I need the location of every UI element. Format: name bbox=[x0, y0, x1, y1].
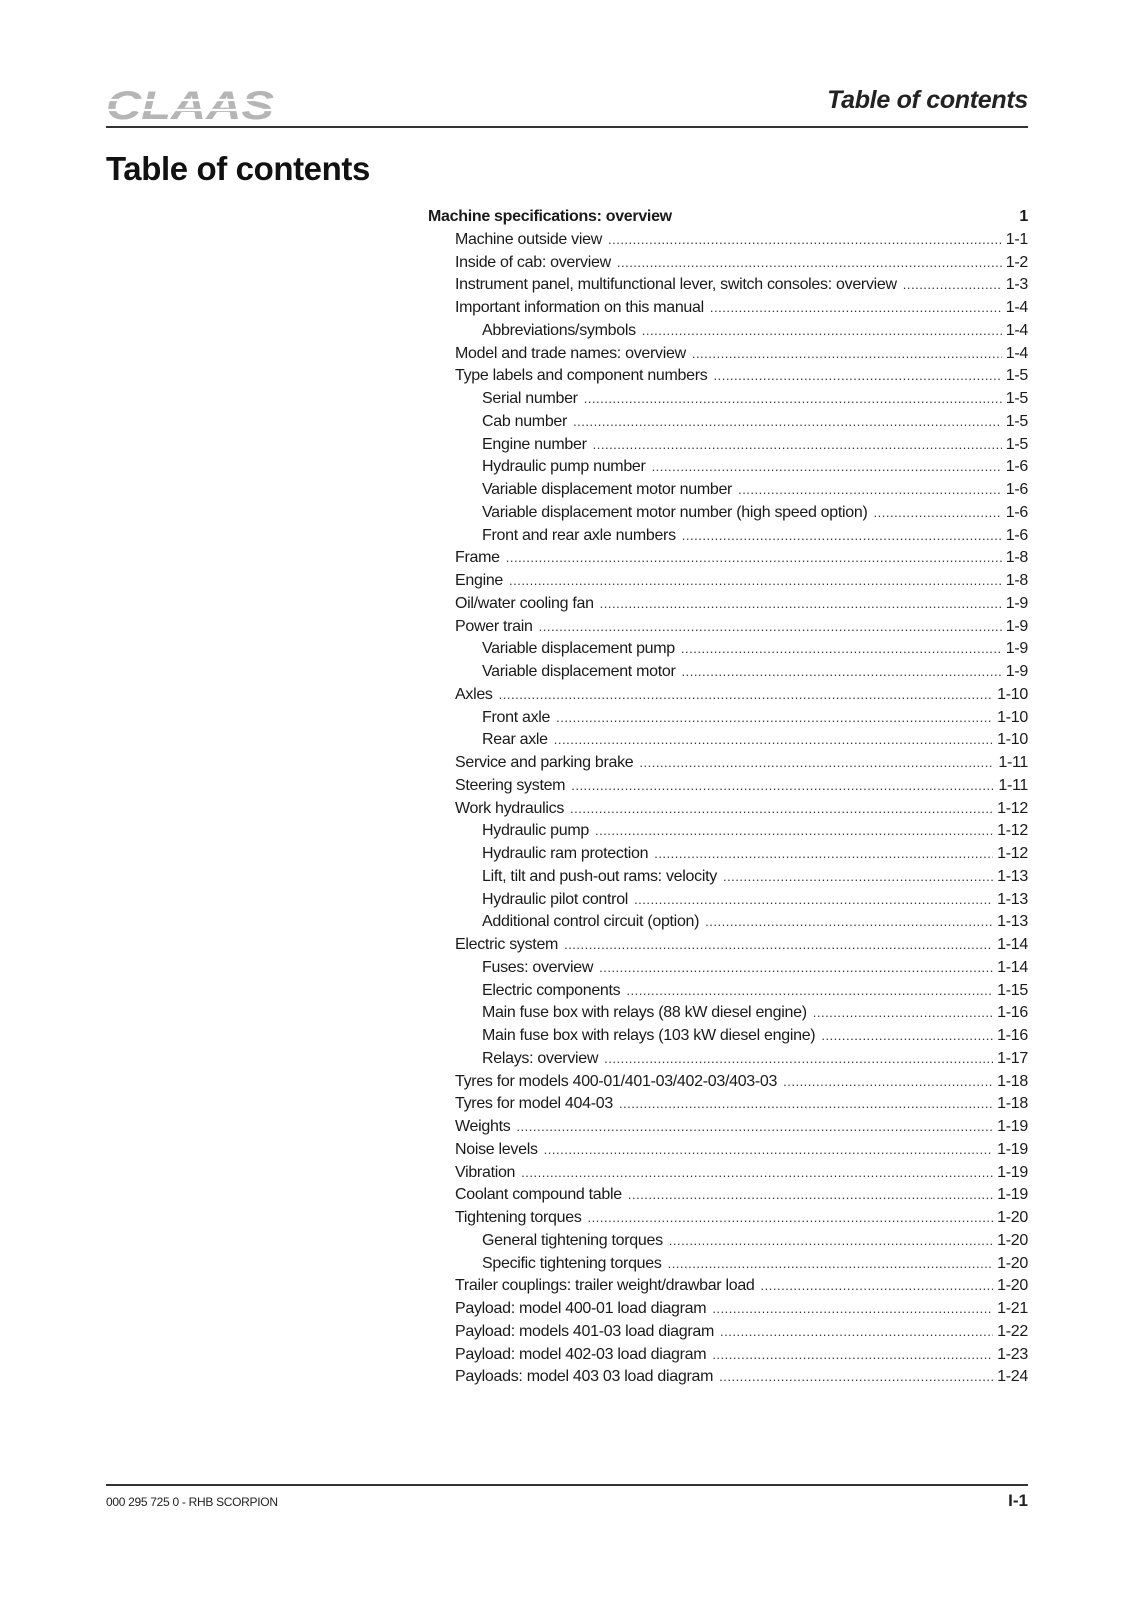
toc-entry[interactable] bbox=[428, 843, 1028, 866]
header-title: Table of contents bbox=[827, 86, 1028, 114]
toc-dot-leader bbox=[506, 547, 1002, 570]
toc-entry-page: 1-9 bbox=[1005, 594, 1028, 612]
toc-entry-title: Weights bbox=[455, 1118, 511, 1135]
toc-entry-page: 1-1 bbox=[1005, 230, 1028, 248]
toc-entry[interactable] bbox=[428, 1139, 1028, 1162]
toc-entry[interactable] bbox=[428, 570, 1028, 593]
toc-entry-title: Cab number bbox=[482, 412, 568, 430]
toc-dot-leader bbox=[642, 320, 1002, 343]
toc-dot-leader bbox=[682, 525, 1002, 548]
toc-entry[interactable] bbox=[428, 1048, 1028, 1071]
toc-dot-leader bbox=[619, 1093, 993, 1116]
table-of-contents bbox=[428, 206, 1028, 1389]
toc-entry-title: Trailer couplings: trailer weight/drawbar load bbox=[455, 1277, 755, 1295]
toc-entry[interactable] bbox=[428, 1184, 1028, 1207]
toc-entry-page: 1-10 bbox=[997, 685, 1028, 703]
toc-entry-page: 1-2 bbox=[1005, 253, 1028, 271]
toc-entry[interactable] bbox=[428, 1207, 1028, 1230]
toc-entry[interactable] bbox=[428, 434, 1028, 457]
toc-dot-leader bbox=[813, 1002, 993, 1025]
toc-dot-leader bbox=[692, 343, 1002, 366]
toc-entry[interactable] bbox=[428, 343, 1028, 366]
toc-entry-page: 1-10 bbox=[997, 731, 1028, 749]
toc-entry-title: Variable displacement pump bbox=[482, 640, 675, 658]
toc-entry[interactable] bbox=[428, 1116, 1028, 1139]
toc-dot-leader bbox=[595, 820, 993, 843]
toc-dot-leader bbox=[634, 889, 993, 912]
toc-entry[interactable] bbox=[428, 297, 1028, 320]
toc-entry[interactable] bbox=[428, 479, 1028, 502]
toc-entry-title: Hydraulic pilot control bbox=[482, 890, 629, 908]
toc-entry-title: Variable displacement motor number bbox=[482, 481, 733, 498]
toc-dot-leader bbox=[617, 252, 1002, 275]
toc-entry[interactable] bbox=[428, 911, 1028, 934]
toc-entry-page: 1-6 bbox=[1005, 526, 1028, 544]
toc-dot-leader bbox=[626, 980, 993, 1003]
toc-entry-page: 1-16 bbox=[997, 1027, 1028, 1044]
toc-entry-title: Payload: models 401-03 load diagram bbox=[455, 1322, 715, 1340]
toc-entry-title: Main fuse box with relays (103 kW diesel engine) bbox=[482, 1027, 816, 1044]
toc-entry-title: Variable displacement motor bbox=[482, 663, 676, 680]
toc-entry-title: Payloads: model 403 03 load diagram bbox=[455, 1368, 714, 1386]
toc-entry[interactable] bbox=[428, 707, 1028, 730]
toc-entry[interactable] bbox=[428, 798, 1028, 821]
toc-entry[interactable] bbox=[428, 1025, 1028, 1048]
toc-dot-leader bbox=[720, 1321, 993, 1344]
toc-dot-leader bbox=[639, 752, 994, 775]
toc-dot-leader bbox=[608, 229, 1002, 252]
toc-entry-title: Machine outside view bbox=[455, 230, 602, 248]
toc-entry-title: Lift, tilt and push-out rams: velocity bbox=[482, 867, 717, 885]
toc-dot-leader bbox=[652, 456, 1002, 479]
toc-entry-title: Electric components bbox=[482, 981, 621, 999]
toc-dot-leader bbox=[668, 1253, 994, 1276]
toc-dot-leader bbox=[723, 866, 993, 889]
claas-logo bbox=[106, 88, 278, 124]
toc-dot-leader bbox=[681, 638, 1002, 661]
toc-entry-title: Main fuse box with relays (88 kW diesel engine) bbox=[482, 1004, 807, 1022]
toc-entry-page: 1-14 bbox=[997, 936, 1028, 953]
toc-dot-leader bbox=[713, 365, 1001, 388]
toc-entry-title: Tyres for model 404-03 bbox=[455, 1095, 613, 1113]
header-rule bbox=[106, 126, 1028, 128]
toc-entry-page: 1-10 bbox=[997, 708, 1028, 726]
toc-entry-title: Tightening torques bbox=[455, 1209, 582, 1226]
claas-logo-text: CLAAS bbox=[106, 88, 275, 124]
toc-entry-page: 1-20 bbox=[997, 1277, 1028, 1295]
toc-entry-title: Frame bbox=[455, 549, 500, 567]
toc-entry-title: Vibration bbox=[455, 1163, 516, 1181]
toc-entry-page: 1-6 bbox=[1005, 481, 1028, 498]
toc-entry-page: 1-20 bbox=[997, 1231, 1028, 1249]
toc-entry-title: Work hydraulics bbox=[455, 799, 565, 817]
toc-entry-title: Variable displacement motor number (high speed option) bbox=[482, 503, 868, 521]
toc-entry[interactable] bbox=[428, 775, 1028, 798]
toc-entry-title: Rear axle bbox=[482, 731, 548, 749]
toc-dot-leader bbox=[761, 1275, 994, 1298]
toc-entry-page: 1-5 bbox=[1005, 435, 1028, 453]
toc-entry[interactable] bbox=[428, 525, 1028, 548]
toc-entry-title: Steering system bbox=[455, 776, 566, 794]
toc-dot-leader bbox=[521, 1162, 993, 1185]
toc-entry-page: 1-8 bbox=[1005, 549, 1028, 567]
toc-entry-title: Type labels and component numbers bbox=[455, 367, 708, 385]
toc-entry[interactable] bbox=[428, 1275, 1028, 1298]
toc-entry[interactable] bbox=[428, 1230, 1028, 1253]
toc-entry-title: Important information on this manual bbox=[455, 299, 704, 316]
toc-entry-title: Payload: model 400-01 load diagram bbox=[455, 1300, 707, 1317]
toc-entry[interactable] bbox=[428, 1321, 1028, 1344]
toc-entry-title: Relays: overview bbox=[482, 1049, 599, 1067]
toc-entry-title: Machine specifications: overview bbox=[428, 208, 672, 225]
toc-entry-page: 1-12 bbox=[997, 822, 1028, 840]
toc-dot-leader bbox=[669, 1230, 993, 1253]
toc-dot-leader bbox=[516, 1116, 993, 1139]
toc-dot-leader bbox=[571, 775, 994, 798]
toc-dot-leader bbox=[874, 502, 1002, 525]
toc-entry[interactable] bbox=[428, 1093, 1028, 1116]
toc-entry-title: Service and parking brake bbox=[455, 754, 634, 771]
toc-dot-leader bbox=[600, 593, 1002, 616]
toc-entry-page: 1-17 bbox=[997, 1049, 1028, 1067]
toc-dot-leader bbox=[509, 570, 1002, 593]
toc-entry[interactable] bbox=[428, 957, 1028, 980]
toc-entry-page: 1-5 bbox=[1005, 412, 1028, 430]
toc-entry-page: 1-16 bbox=[997, 1004, 1028, 1022]
toc-dot-leader bbox=[570, 798, 993, 821]
toc-entry-page: 1-5 bbox=[1005, 390, 1028, 407]
toc-dot-leader bbox=[654, 843, 993, 866]
toc-entry[interactable] bbox=[428, 547, 1028, 570]
toc-entry[interactable] bbox=[428, 593, 1028, 616]
toc-entry-title: Serial number bbox=[482, 390, 578, 407]
toc-entry[interactable] bbox=[428, 820, 1028, 843]
toc-dot-leader bbox=[738, 479, 1002, 502]
toc-entry-title: Model and trade names: overview bbox=[455, 344, 686, 362]
toc-entry-page: 1-22 bbox=[997, 1322, 1028, 1340]
toc-dot-leader bbox=[554, 729, 993, 752]
toc-entry[interactable] bbox=[428, 1366, 1028, 1389]
toc-dot-leader bbox=[712, 1298, 993, 1321]
toc-entry-page: 1-15 bbox=[997, 981, 1028, 999]
toc-entry[interactable] bbox=[428, 980, 1028, 1003]
toc-dot-leader bbox=[539, 616, 1002, 639]
toc-entry-page: 1 bbox=[1019, 208, 1028, 225]
toc-entry-page: 1-11 bbox=[998, 776, 1028, 794]
footer-document-number: 000 295 725 0 - RHB SCORPION bbox=[106, 1495, 278, 1509]
toc-dot-leader bbox=[903, 274, 1002, 297]
toc-entry[interactable] bbox=[428, 638, 1028, 661]
toc-entry-page: 1-4 bbox=[1005, 321, 1028, 339]
toc-entry-title: Noise levels bbox=[455, 1140, 538, 1158]
toc-entry-title: Hydraulic pump number bbox=[482, 458, 646, 476]
toc-entry-page: 1-18 bbox=[997, 1072, 1028, 1090]
toc-entry[interactable] bbox=[428, 252, 1028, 275]
toc-entry-title: Engine number bbox=[482, 435, 587, 453]
toc-entry[interactable] bbox=[428, 502, 1028, 525]
toc-dot-leader bbox=[821, 1025, 993, 1048]
toc-entry-page: 1-9 bbox=[1005, 617, 1028, 635]
toc-entry-page: 1-19 bbox=[997, 1118, 1028, 1135]
toc-entry-page: 1-4 bbox=[1005, 344, 1028, 362]
toc-entry-title: General tightening torques bbox=[482, 1231, 663, 1249]
toc-dot-leader bbox=[499, 684, 994, 707]
toc-entry[interactable] bbox=[428, 365, 1028, 388]
toc-entry-page: 1-13 bbox=[997, 867, 1028, 885]
toc-entry-page: 1-5 bbox=[1005, 367, 1028, 385]
toc-dot-leader bbox=[556, 707, 993, 730]
toc-entry-title: Inside of cab: overview bbox=[455, 253, 611, 271]
toc-dot-leader bbox=[705, 911, 993, 934]
toc-entry-title: Power train bbox=[455, 617, 533, 635]
toc-entry-page: 1-23 bbox=[997, 1345, 1028, 1363]
toc-entry[interactable] bbox=[428, 889, 1028, 912]
toc-entry[interactable] bbox=[428, 752, 1028, 775]
toc-dot-leader bbox=[712, 1344, 993, 1367]
toc-entry-title: Front and rear axle numbers bbox=[482, 526, 676, 544]
toc-entry-page: 1-19 bbox=[997, 1140, 1028, 1158]
toc-entry-page: 1-6 bbox=[1005, 458, 1028, 476]
toc-entry[interactable] bbox=[428, 729, 1028, 752]
claas-logo-graphic bbox=[106, 88, 278, 124]
toc-entry-title: Front axle bbox=[482, 708, 551, 726]
toc-entry-title: Abbreviations/symbols bbox=[482, 321, 636, 339]
toc-entry-page: 1-20 bbox=[997, 1254, 1028, 1272]
toc-entry-page: 1-9 bbox=[1005, 663, 1028, 680]
toc-entry[interactable] bbox=[428, 1344, 1028, 1367]
toc-entry-page: 1-21 bbox=[997, 1300, 1028, 1317]
toc-entry-title: Electric system bbox=[455, 936, 559, 953]
toc-entry-page: 1-24 bbox=[997, 1368, 1028, 1386]
toc-dot-leader bbox=[783, 1071, 993, 1094]
toc-dot-leader bbox=[588, 1207, 994, 1230]
toc-entry[interactable] bbox=[428, 229, 1028, 252]
toc-entry-title: Payload: model 402-03 load diagram bbox=[455, 1345, 707, 1363]
toc-entry[interactable] bbox=[428, 1071, 1028, 1094]
toc-entry[interactable] bbox=[428, 1253, 1028, 1276]
footer-page-number: I-1 bbox=[1008, 1491, 1028, 1510]
toc-entry-page: 1-3 bbox=[1005, 276, 1028, 294]
toc-entry-title: Specific tightening torques bbox=[482, 1254, 662, 1272]
toc-entry-page: 1-19 bbox=[997, 1186, 1028, 1204]
toc-entry-page: 1-14 bbox=[997, 958, 1028, 976]
toc-entry-page: 1-18 bbox=[997, 1095, 1028, 1113]
toc-dot-leader bbox=[599, 957, 993, 980]
toc-dot-leader bbox=[584, 388, 1002, 411]
toc-entry-title: Axles bbox=[455, 685, 493, 703]
toc-dot-leader bbox=[573, 411, 1002, 434]
toc-entry-title: Hydraulic pump bbox=[482, 822, 589, 840]
toc-entry-title: Additional control circuit (option) bbox=[482, 913, 700, 931]
toc-dot-leader bbox=[593, 434, 1002, 457]
toc-entry-title: Hydraulic ram protection bbox=[482, 845, 649, 862]
toc-entry[interactable] bbox=[428, 411, 1028, 434]
toc-entry-page: 1-20 bbox=[997, 1209, 1028, 1226]
toc-entry-title: Oil/water cooling fan bbox=[455, 594, 594, 612]
toc-entry-title: Tyres for models 400-01/401-03/402-03/403-03 bbox=[455, 1072, 778, 1090]
toc-entry-page: 1-13 bbox=[997, 913, 1028, 931]
toc-dot-leader bbox=[681, 661, 1001, 684]
toc-entry[interactable] bbox=[428, 934, 1028, 957]
toc-entry[interactable] bbox=[428, 388, 1028, 411]
toc-entry[interactable] bbox=[428, 1298, 1028, 1321]
toc-entry-title: Fuses: overview bbox=[482, 958, 594, 976]
toc-entry[interactable] bbox=[428, 866, 1028, 889]
toc-entry-page: 1-6 bbox=[1005, 503, 1028, 521]
toc-entry[interactable] bbox=[428, 661, 1028, 684]
toc-entry-page: 1-9 bbox=[1005, 640, 1028, 658]
toc-dot-leader bbox=[628, 1184, 993, 1207]
page-title: Table of contents bbox=[106, 150, 370, 187]
toc-entry[interactable] bbox=[428, 1002, 1028, 1025]
toc-dot-leader bbox=[564, 934, 993, 957]
toc-entry-title: Coolant compound table bbox=[455, 1186, 622, 1204]
toc-entry-page: 1-19 bbox=[997, 1163, 1028, 1181]
toc-dot-leader bbox=[604, 1048, 993, 1071]
toc-entry[interactable] bbox=[428, 616, 1028, 639]
toc-entry-page: 1-8 bbox=[1005, 572, 1028, 589]
toc-entry-page: 1-11 bbox=[998, 754, 1028, 771]
footer-rule bbox=[106, 1484, 1028, 1486]
toc-entry[interactable] bbox=[428, 206, 1028, 229]
toc-entry-title: Engine bbox=[455, 572, 504, 589]
toc-entry[interactable] bbox=[428, 1162, 1028, 1185]
toc-entry[interactable] bbox=[428, 684, 1028, 707]
toc-entry[interactable] bbox=[428, 456, 1028, 479]
toc-entry[interactable] bbox=[428, 274, 1028, 297]
toc-entry-page: 1-12 bbox=[997, 845, 1028, 862]
toc-dot-leader bbox=[719, 1366, 993, 1389]
toc-dot-leader bbox=[710, 297, 1002, 320]
toc-entry-title: Instrument panel, multifunctional lever, switch consoles: overview bbox=[455, 276, 897, 294]
toc-entry-page: 1-4 bbox=[1005, 299, 1028, 316]
toc-entry[interactable] bbox=[428, 320, 1028, 343]
toc-entry-page: 1-13 bbox=[997, 890, 1028, 908]
toc-entry-page: 1-12 bbox=[997, 799, 1028, 817]
toc-dot-leader bbox=[544, 1139, 994, 1162]
